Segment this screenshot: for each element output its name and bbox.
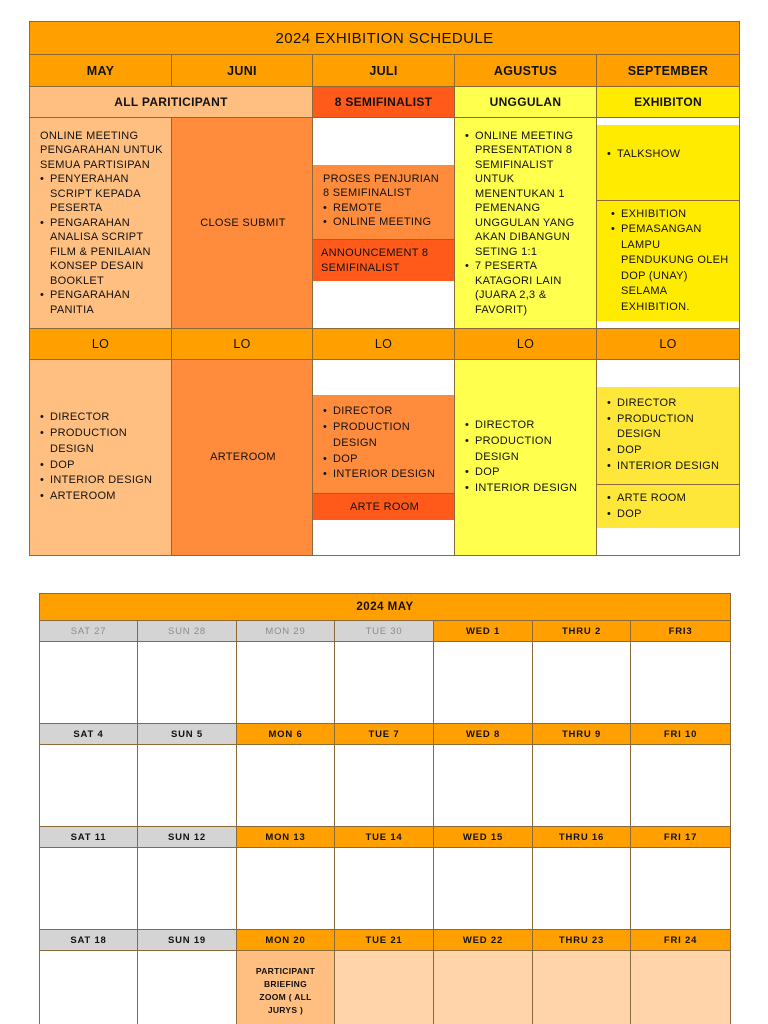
list-item: • DOP [465, 465, 588, 481]
month-header-juni: JUNI [172, 55, 313, 87]
list-item: • TALKSHOW [607, 147, 731, 162]
calendar-title: 2024 MAY [40, 594, 731, 621]
day-header: WED 22 [434, 930, 533, 951]
calendar-week-row [40, 642, 731, 724]
lo-juli-arte-room: ARTE ROOM [313, 493, 454, 520]
list-item: • PENYERAHAN SCRIPT KEPADA PESERTA [40, 172, 163, 216]
list-item: • INTERIOR DESIGN [323, 467, 446, 483]
day-header: SUN 5 [138, 724, 237, 745]
day-cell[interactable] [40, 848, 138, 930]
day-cell[interactable] [237, 951, 335, 1024]
calendar-weeks [40, 621, 731, 1024]
schedule-title: 2024 EXHIBITION SCHEDULE [30, 22, 740, 55]
day-header: MON 6 [237, 724, 335, 745]
may-intro: ONLINE MEETING PENGARAHAN UNTUK SEMUA PARTISIPAN [40, 129, 163, 171]
day-cell[interactable] [138, 642, 237, 724]
list-item: • PRODUCTION DESIGN [323, 420, 446, 451]
list-item: • ARTE ROOM [607, 491, 731, 507]
day-header: WED 1 [434, 621, 533, 642]
list-item: • PRODUCTION DESIGN [607, 412, 731, 443]
september-exhibition [597, 200, 739, 321]
may-activities [30, 118, 172, 329]
day-cell[interactable] [434, 745, 533, 827]
day-cell[interactable] [237, 745, 335, 827]
lo-header-september: LO [597, 329, 740, 360]
juli-intro: PROSES PENJURIAN 8 SEMIFINALIST [323, 172, 440, 200]
day-cell[interactable] [335, 642, 434, 724]
month-header-september: SEPTEMBER [597, 55, 740, 87]
lo-header-agustus: LO [455, 329, 597, 360]
day-header: FRI3 [631, 621, 731, 642]
day-cell[interactable] [335, 848, 434, 930]
list-item: • ONLINE MEETING PRESENTATION 8 SEMIFINALIST UNTUK MENENTUKAN 1 PEMENANG UNGGULAN YANG AKAN DIBANGUN SETING 1:1 [465, 129, 588, 260]
day-header: THRU 2 [533, 621, 631, 642]
day-cell[interactable] [335, 951, 434, 1024]
group-unggulan: UNGGULAN [455, 87, 597, 118]
list-item: • DOP [40, 458, 163, 474]
lo-juli [313, 360, 455, 556]
day-header: WED 8 [434, 724, 533, 745]
day-cell[interactable] [631, 642, 731, 724]
day-cell[interactable] [533, 642, 631, 724]
event-note: PARTICIPANT BRIEFING ZOOM ( ALL JURYS ) [255, 966, 316, 1015]
day-header: SAT 27 [40, 621, 138, 642]
list-item: • DOP [607, 443, 731, 459]
day-header: TUE 21 [335, 930, 434, 951]
day-cell[interactable] [237, 848, 335, 930]
lo-juli-roles [313, 395, 454, 493]
list-item: • DIRECTOR [323, 404, 446, 420]
day-cell[interactable] [434, 642, 533, 724]
calendar-week-header [40, 621, 731, 642]
lo-may [30, 360, 172, 556]
day-header: TUE 7 [335, 724, 434, 745]
day-cell[interactable] [138, 848, 237, 930]
lo-september [597, 360, 740, 556]
day-cell[interactable] [237, 642, 335, 724]
list-item: • ARTEROOM [40, 489, 163, 505]
juli-activities [313, 118, 455, 329]
agustus-activities [455, 118, 597, 329]
month-header-juli: JULI [313, 55, 455, 87]
day-cell[interactable] [434, 951, 533, 1024]
list-item: • INTERIOR DESIGN [465, 481, 588, 497]
juli-list [323, 201, 446, 230]
day-header: FRI 10 [631, 724, 731, 745]
lo-juni: ARTEROOM [172, 360, 313, 556]
may-list [40, 172, 163, 317]
day-cell[interactable] [335, 745, 434, 827]
list-item: • PENGARAHAN ANALISA SCRIPT FILM & PENILAIAN KONSEP DESAIN BOOKLET [40, 216, 163, 289]
month-header-may: MAY [30, 55, 172, 87]
day-cell[interactable] [138, 745, 237, 827]
calendar-week-row [40, 745, 731, 827]
group-all-participant: ALL PARITICIPANT [30, 87, 313, 118]
list-item: • PENGARAHAN PANITIA [40, 288, 163, 317]
day-header: FRI 17 [631, 827, 731, 848]
calendar-week-header [40, 724, 731, 745]
day-header: FRI 24 [631, 930, 731, 951]
day-header: THRU 16 [533, 827, 631, 848]
september-activities [597, 118, 740, 329]
day-cell[interactable] [631, 745, 731, 827]
list-item: • PEMASANGAN LAMPU PENDUKUNG OLEH DOP (UNAY) SELAMA EXHIBITION. [611, 222, 731, 315]
day-header: SAT 11 [40, 827, 138, 848]
juli-announcement: ANNOUNCEMENT 8 SEMIFINALIST [313, 240, 454, 282]
day-header: TUE 30 [335, 621, 434, 642]
list-item: • DIRECTOR [465, 418, 588, 434]
day-cell[interactable] [138, 951, 237, 1024]
day-cell[interactable] [40, 745, 138, 827]
day-header: THRU 23 [533, 930, 631, 951]
list-item: • PRODUCTION DESIGN [465, 434, 588, 465]
day-cell[interactable] [434, 848, 533, 930]
day-cell[interactable] [40, 642, 138, 724]
september-talkshow [597, 125, 739, 200]
lo-header-juni: LO [172, 329, 313, 360]
day-cell[interactable] [533, 951, 631, 1024]
month-header-agustus: AGUSTUS [455, 55, 597, 87]
day-header: SAT 18 [40, 930, 138, 951]
may-calendar [39, 593, 731, 1024]
day-header: MON 29 [237, 621, 335, 642]
lo-september-roles [597, 387, 739, 485]
day-cell[interactable] [631, 848, 731, 930]
group-exhibition: EXHIBITON [597, 87, 740, 118]
lo-header-may: LO [30, 329, 172, 360]
day-header: MON 20 [237, 930, 335, 951]
day-header: SUN 19 [138, 930, 237, 951]
lo-header-juli: LO [313, 329, 455, 360]
day-header: TUE 14 [335, 827, 434, 848]
list-item: • PRODUCTION DESIGN [40, 426, 163, 457]
group-semifinalist: 8 SEMIFINALIST [313, 87, 455, 118]
day-header: SUN 28 [138, 621, 237, 642]
list-item: • EXHIBITION [611, 207, 731, 223]
lo-september-support [597, 485, 739, 529]
lo-agustus [455, 360, 597, 556]
day-cell[interactable] [533, 848, 631, 930]
day-header: SAT 4 [40, 724, 138, 745]
day-cell[interactable] [40, 951, 138, 1024]
list-item: • REMOTE [323, 201, 446, 216]
juli-judging [313, 165, 454, 240]
calendar-week-row [40, 951, 731, 1024]
list-item: • INTERIOR DESIGN [40, 473, 163, 489]
list-item: • 7 PESERTA KATAGORI LAIN (JUARA 2,3 & FAVORIT) [465, 259, 588, 317]
juni-activities: CLOSE SUBMIT [172, 118, 313, 329]
day-header: THRU 9 [533, 724, 631, 745]
agustus-list [465, 129, 588, 318]
calendar-week-row [40, 848, 731, 930]
list-item: • DIRECTOR [607, 396, 731, 412]
day-header: SUN 12 [138, 827, 237, 848]
day-cell[interactable] [631, 951, 731, 1024]
list-item: • DOP [323, 452, 446, 468]
exhibition-schedule-table [29, 21, 740, 556]
list-item: • DOP [607, 507, 731, 523]
day-header: WED 15 [434, 827, 533, 848]
list-item: • ONLINE MEETING [323, 215, 446, 230]
day-header: MON 13 [237, 827, 335, 848]
list-item: • INTERIOR DESIGN [607, 459, 731, 475]
calendar-week-header [40, 930, 731, 951]
list-item: • DIRECTOR [40, 410, 163, 426]
day-cell[interactable] [533, 745, 631, 827]
calendar-week-header [40, 827, 731, 848]
